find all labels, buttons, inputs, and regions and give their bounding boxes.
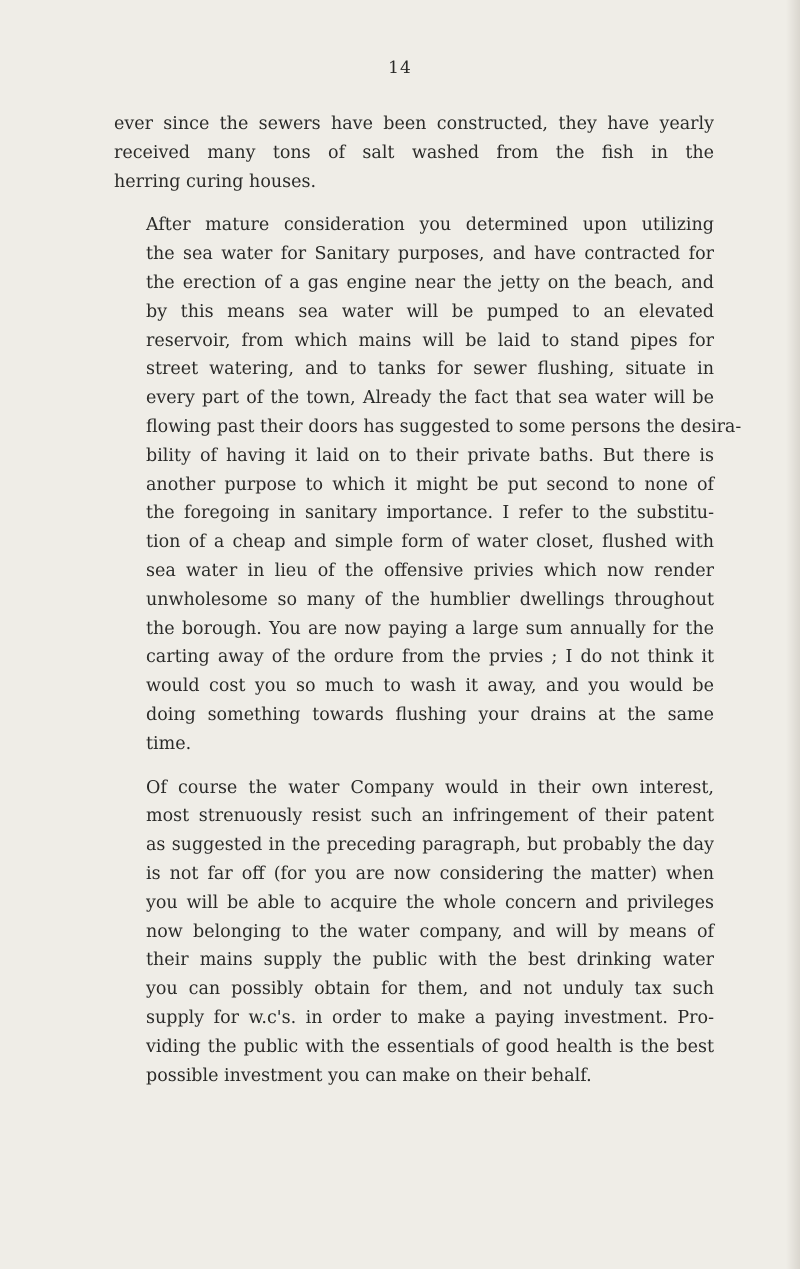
text-line: you can possibly obtain for them, and not unduly tax such <box>146 979 714 1000</box>
text-line: tion of a cheap and simple form of water closet, flushed with <box>146 532 714 553</box>
text-line: flowing past their doors has suggested to some persons the desira- <box>146 416 742 437</box>
text-line: ever since the sewers have been constructed, they have yearly <box>114 114 714 134</box>
text-line: another purpose to which it might be put second to none of <box>146 474 714 495</box>
text-line: most strenuously resist such an infringement of their patent <box>146 806 714 827</box>
text-line: herring curing houses. <box>114 171 317 192</box>
text-line: the foregoing in sanitary importance. I refer to the substitu- <box>146 503 714 524</box>
text-line: doing something towards flushing your drains at the same <box>146 704 714 725</box>
text-line: sea water in lieu of the offensive privies which now render <box>146 560 714 581</box>
text-line: the borough. You are now paying a large sum annually for the <box>146 618 714 639</box>
text-line: reservoir, from which mains will be laid to stand pipes for <box>146 330 714 351</box>
paragraph-1 <box>114 110 714 196</box>
text-line: carting away of the ordure from the prvies ; I do not think it <box>146 647 714 668</box>
text-line: After mature consideration you determined upon utilizing <box>146 215 714 236</box>
body-text <box>114 110 742 1090</box>
text-line: unwholesome so many of the humblier dwellings throughout <box>146 589 714 610</box>
text-line: their mains supply the public with the best drinking water <box>146 950 714 971</box>
text-line: possible investment you can make on their behalf. <box>146 1065 592 1086</box>
text-line: bility of having it laid on to their private baths. But there is <box>146 445 714 466</box>
text-line: as suggested in the preceding paragraph, but probably the day <box>146 835 714 856</box>
text-line: the sea water for Sanitary purposes, and have contracted for <box>146 244 714 265</box>
text-line: supply for w.c's. in order to make a paying investment. Pro- <box>146 1007 714 1028</box>
paragraph-3 <box>114 774 714 1091</box>
text-line: time. <box>146 733 192 754</box>
text-line: by this means sea water will be pumped to an elevated <box>146 301 714 322</box>
text-line: Of course the water Company would in their own interest, <box>146 777 714 798</box>
text-line: street watering, and to tanks for sewer flushing, situate in <box>146 359 714 380</box>
text-line: now belonging to the water company, and will by means of <box>146 921 714 942</box>
page-number: 14 <box>388 58 412 78</box>
text-line: would cost you so much to wash it away, and you would be <box>146 676 714 697</box>
text-line: every part of the town, Already the fact that sea water will be <box>146 388 714 409</box>
text-line: viding the public with the essentials of good health is the best <box>146 1036 714 1057</box>
paragraph-2 <box>114 211 742 758</box>
page-edge-shadow <box>786 0 800 1269</box>
text-line: you will be able to acquire the whole concern and privileges <box>146 892 714 913</box>
text-line: is not far off (for you are now considering the matter) when <box>146 863 714 884</box>
text-line: the erection of a gas engine near the jetty on the beach, and <box>146 272 714 293</box>
text-line: received many tons of salt washed from the fish in the <box>114 142 714 163</box>
